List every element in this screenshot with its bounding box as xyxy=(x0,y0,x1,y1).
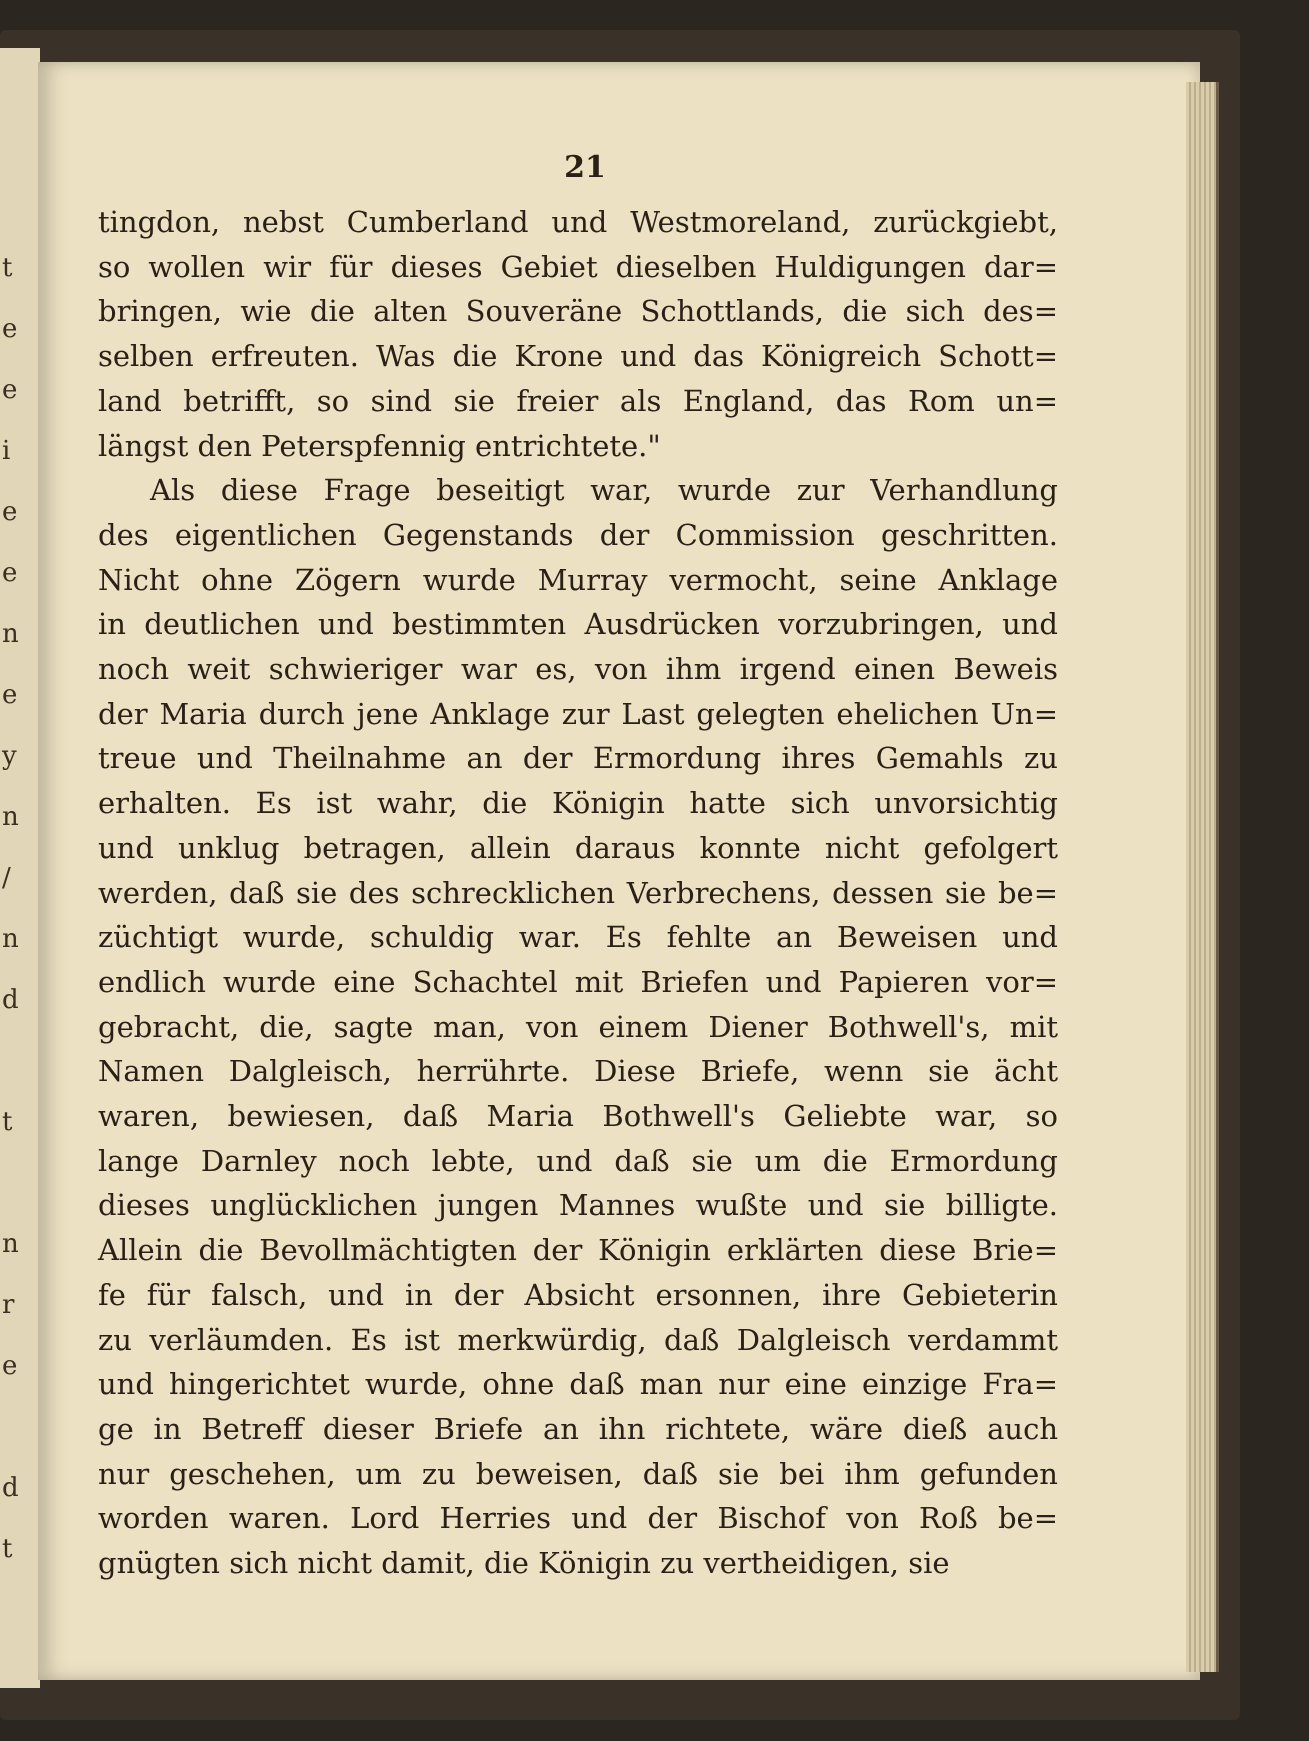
text-line: selben erfreuten. Was die Krone und das Königreich Schott= xyxy=(98,339,1058,374)
previous-page-letter: y xyxy=(2,741,17,771)
previous-page-letter: r xyxy=(2,1290,15,1320)
previous-page-letter xyxy=(2,1031,36,1092)
text-line: gebracht, die, sagte man, von einem Diener Bothwell's, mit xyxy=(98,1009,1058,1044)
page-body-text xyxy=(98,200,1058,1586)
text-line: land betrifft, so sind sie freier als England, das Rom un= xyxy=(98,383,1058,418)
previous-page-letter: i xyxy=(2,436,11,466)
previous-page-letter: e xyxy=(2,680,18,710)
text-line: in deutlichen und bestimmten Ausdrücken vorzubringen, und xyxy=(98,607,1058,642)
text-line: endlich wurde eine Schachtel mit Briefen und Papieren vor= xyxy=(98,964,1058,999)
text-line: fe für falsch, und in der Absicht ersonnen, ihre Gebieterin xyxy=(98,1277,1058,1312)
page-stack-edge xyxy=(1186,82,1219,1672)
text-line: Nicht ohne Zögern wurde Murray vermocht, seine Anklage xyxy=(98,562,1058,597)
previous-page-letter: e xyxy=(2,558,18,588)
previous-page-letter: d xyxy=(2,1473,19,1503)
text-line: züchtigt wurde, schuldig war. Es fehlte an Beweisen und xyxy=(98,920,1058,955)
previous-page-letter: t xyxy=(2,1534,13,1564)
previous-page-letter xyxy=(2,1153,36,1214)
previous-page-edge xyxy=(0,48,40,1688)
previous-page-letter: d xyxy=(2,985,19,1015)
text-line: gnügten sich nicht damit, die Königin zu vertheidigen, sie xyxy=(98,1546,950,1581)
text-line: Allein die Bevollmächtigten der Königin erklärten diese Brie= xyxy=(98,1233,1058,1268)
text-line: noch weit schwieriger war es, von ihm irgend einen Beweis xyxy=(98,652,1058,687)
previous-page-letter: e xyxy=(2,497,18,527)
previous-page-letter: / xyxy=(2,863,11,893)
previous-page-letter xyxy=(2,1397,36,1458)
text-line: der Maria durch jene Anklage zur Last gelegten ehelichen Un= xyxy=(98,696,1058,731)
text-line: und unklug betragen, allein daraus konnte nicht gefolgert xyxy=(98,830,1058,865)
text-line: dieses unglücklichen jungen Mannes wußte und sie billigte. xyxy=(98,1188,1058,1223)
text-line: ge in Betreff dieser Briefe an ihn richtete, wäre dieß auch xyxy=(98,1411,1058,1446)
text-line: längst den Peterspfennig entrichtete." xyxy=(98,428,661,463)
previous-page-letter: n xyxy=(2,924,19,954)
page-number: 21 xyxy=(564,150,606,185)
text-line: zu verläumden. Es ist merkwürdig, daß Dalgleisch verdammt xyxy=(98,1322,1058,1357)
previous-page-letters xyxy=(2,238,36,1580)
text-line: worden waren. Lord Herries und der Bischof von Roß be= xyxy=(98,1501,1058,1536)
text-line: waren, bewiesen, daß Maria Bothwell's Geliebte war, so xyxy=(98,1099,1058,1134)
text-line: Namen Dalgleisch, herrührte. Diese Briefe, wenn sie ächt xyxy=(98,1054,1058,1089)
previous-page-letter: e xyxy=(2,314,18,344)
text-line: lange Darnley noch lebte, und daß sie um die Ermordung xyxy=(98,1143,1058,1178)
previous-page-letter: n xyxy=(2,619,19,649)
previous-page-letter: e xyxy=(2,1351,18,1381)
text-line: erhalten. Es ist wahr, die Königin hatte sich unvorsichtig xyxy=(98,786,1058,821)
text-line: Als diese Frage beseitigt war, wurde zur Verhandlung xyxy=(150,473,1058,508)
text-line: tingdon, nebst Cumberland und Westmoreland, zurückgiebt, xyxy=(98,205,1058,239)
previous-page-letter: t xyxy=(2,1107,13,1137)
text-line: und hingerichtet wurde, ohne daß man nur eine einzige Fra= xyxy=(98,1367,1058,1402)
text-line: so wollen wir für dieses Gebiet dieselben Huldigungen dar= xyxy=(98,249,1058,284)
text-line: werden, daß sie des schrecklichen Verbrechens, dessen sie be= xyxy=(98,875,1058,910)
text-line: nur geschehen, um zu beweisen, daß sie bei ihm gefunden xyxy=(98,1456,1058,1491)
text-line: des eigentlichen Gegenstands der Commission geschritten. xyxy=(98,517,1058,552)
text-line: treue und Theilnahme an der Ermordung ihres Gemahls zu xyxy=(98,741,1058,776)
text-line: bringen, wie die alten Souveräne Schottlands, die sich des= xyxy=(98,294,1058,329)
previous-page-letter: n xyxy=(2,802,19,832)
previous-page-letter: e xyxy=(2,375,18,405)
previous-page-letter: t xyxy=(2,253,13,283)
previous-page-letter: n xyxy=(2,1229,19,1259)
